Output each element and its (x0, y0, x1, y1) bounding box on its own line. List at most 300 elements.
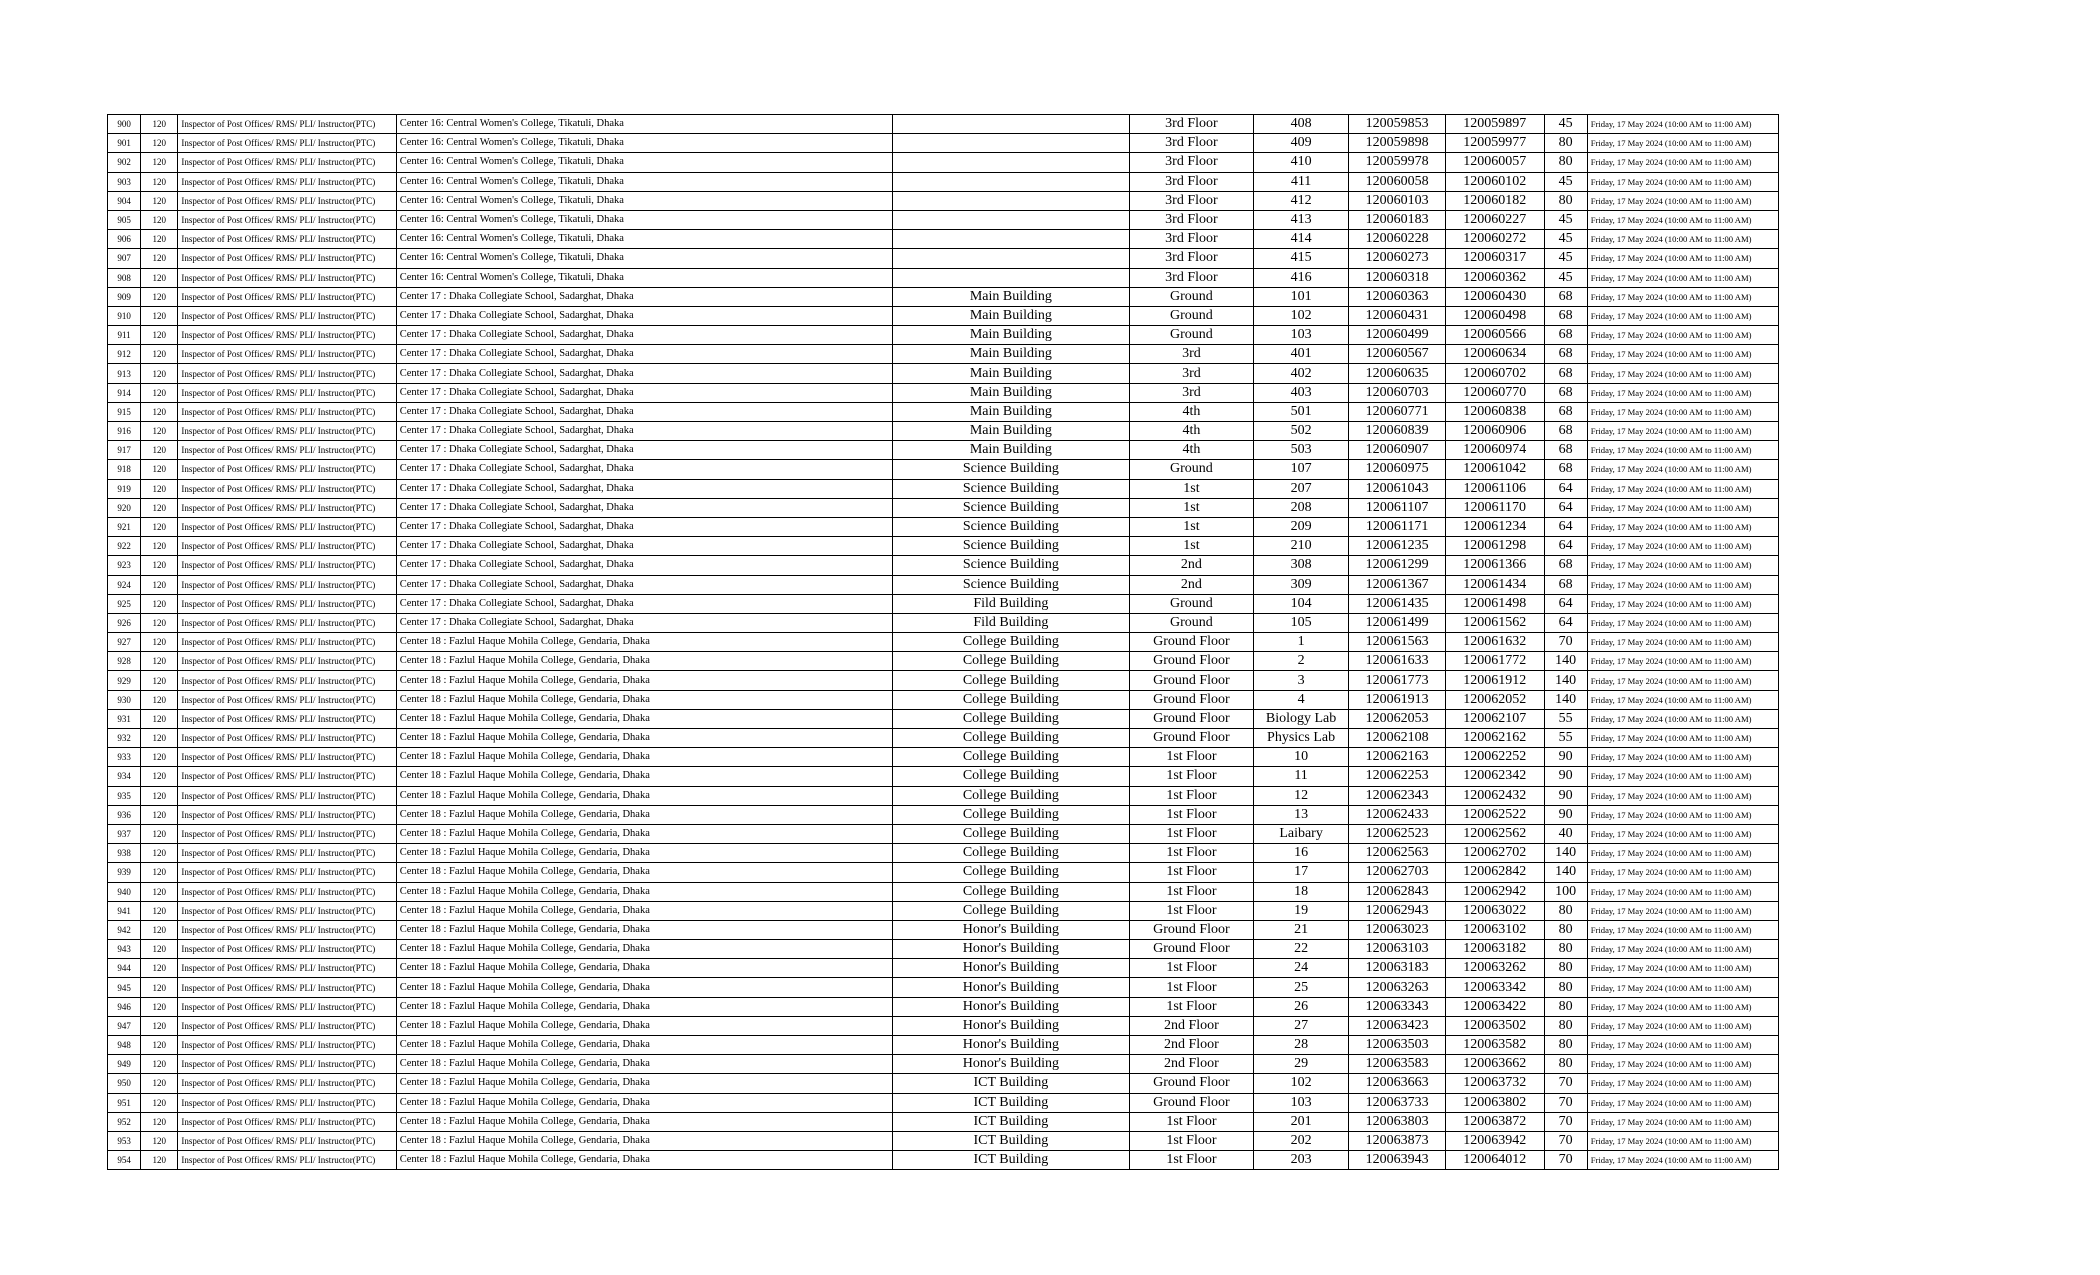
post-name-cell: Inspector of Post Offices/ RMS/ PLI/ Instructor(PTC) (178, 824, 396, 843)
room-cell: 101 (1253, 287, 1349, 306)
total-cell: 68 (1544, 306, 1587, 325)
roll-from-cell: 120060567 (1349, 345, 1446, 364)
exam-datetime-cell: Friday, 17 May 2024 (10:00 AM to 11:00 AM) (1587, 249, 1778, 268)
total-cell: 45 (1544, 230, 1587, 249)
building-cell: College Building (892, 824, 1129, 843)
table-row (108, 134, 1779, 153)
floor-cell: 3rd Floor (1130, 210, 1254, 229)
roll-to-cell: 120062562 (1445, 824, 1544, 843)
exam-datetime-cell: Friday, 17 May 2024 (10:00 AM to 11:00 AM) (1587, 882, 1778, 901)
exam-datetime-cell: Friday, 17 May 2024 (10:00 AM to 11:00 AM) (1587, 517, 1778, 536)
post-name-cell: Inspector of Post Offices/ RMS/ PLI/ Instructor(PTC) (178, 537, 396, 556)
room-cell: 105 (1253, 613, 1349, 632)
table-row (108, 230, 1779, 249)
roll-to-cell: 120061170 (1445, 498, 1544, 517)
building-cell: ICT Building (892, 1151, 1129, 1170)
exam-center-cell: Center 18 : Fazlul Haque Mohila College, Gendaria, Dhaka (396, 882, 892, 901)
floor-cell: 3rd Floor (1130, 134, 1254, 153)
roll-from-cell: 120060771 (1349, 402, 1446, 421)
total-cell: 64 (1544, 479, 1587, 498)
table-row (108, 191, 1779, 210)
post-name-cell: Inspector of Post Offices/ RMS/ PLI/ Instructor(PTC) (178, 115, 396, 134)
building-cell: College Building (892, 786, 1129, 805)
floor-cell: 3rd Floor (1130, 172, 1254, 191)
building-cell: College Building (892, 671, 1129, 690)
exam-datetime-cell: Friday, 17 May 2024 (10:00 AM to 11:00 AM) (1587, 652, 1778, 671)
post-name-cell: Inspector of Post Offices/ RMS/ PLI/ Instructor(PTC) (178, 863, 396, 882)
total-cell: 45 (1544, 268, 1587, 287)
total-cell: 68 (1544, 364, 1587, 383)
seat-plan-table (107, 114, 1779, 1170)
table-row (108, 1093, 1779, 1112)
room-cell: 18 (1253, 882, 1349, 901)
roll-to-cell: 120061498 (1445, 594, 1544, 613)
post-code-cell: 120 (141, 210, 178, 229)
serial-cell: 922 (108, 537, 141, 556)
post-code-cell: 120 (141, 1112, 178, 1131)
exam-center-cell: Center 16: Central Women's College, Tikatuli, Dhaka (396, 191, 892, 210)
room-cell: 28 (1253, 1036, 1349, 1055)
serial-cell: 914 (108, 383, 141, 402)
table-row (108, 345, 1779, 364)
room-cell: 29 (1253, 1055, 1349, 1074)
table-row (108, 863, 1779, 882)
total-cell: 80 (1544, 1055, 1587, 1074)
post-code-cell: 120 (141, 268, 178, 287)
floor-cell: Ground Floor (1130, 920, 1254, 939)
roll-from-cell: 120060318 (1349, 268, 1446, 287)
roll-to-cell: 120062942 (1445, 882, 1544, 901)
post-code-cell: 120 (141, 824, 178, 843)
post-name-cell: Inspector of Post Offices/ RMS/ PLI/ Instructor(PTC) (178, 786, 396, 805)
floor-cell: 1st Floor (1130, 786, 1254, 805)
roll-from-cell: 120063103 (1349, 940, 1446, 959)
post-code-cell: 120 (141, 729, 178, 748)
table-row (108, 172, 1779, 191)
post-name-cell: Inspector of Post Offices/ RMS/ PLI/ Instructor(PTC) (178, 422, 396, 441)
table-row (108, 383, 1779, 402)
floor-cell: 1st Floor (1130, 901, 1254, 920)
floor-cell: 4th (1130, 402, 1254, 421)
room-cell: 207 (1253, 479, 1349, 498)
post-code-cell: 120 (141, 690, 178, 709)
exam-datetime-cell: Friday, 17 May 2024 (10:00 AM to 11:00 AM) (1587, 805, 1778, 824)
room-cell: 2 (1253, 652, 1349, 671)
room-cell: 24 (1253, 959, 1349, 978)
roll-from-cell: 120059978 (1349, 153, 1446, 172)
exam-center-cell: Center 18 : Fazlul Haque Mohila College, Gendaria, Dhaka (396, 978, 892, 997)
roll-to-cell: 120063582 (1445, 1036, 1544, 1055)
floor-cell: 1st Floor (1130, 824, 1254, 843)
floor-cell: 3rd Floor (1130, 230, 1254, 249)
building-cell: College Building (892, 767, 1129, 786)
roll-from-cell: 120062433 (1349, 805, 1446, 824)
total-cell: 45 (1544, 172, 1587, 191)
room-cell: 4 (1253, 690, 1349, 709)
floor-cell: Ground (1130, 460, 1254, 479)
exam-datetime-cell: Friday, 17 May 2024 (10:00 AM to 11:00 AM) (1587, 671, 1778, 690)
floor-cell: 1st (1130, 537, 1254, 556)
table-row (108, 786, 1779, 805)
serial-cell: 942 (108, 920, 141, 939)
exam-center-cell: Center 18 : Fazlul Haque Mohila College, Gendaria, Dhaka (396, 690, 892, 709)
exam-datetime-cell: Friday, 17 May 2024 (10:00 AM to 11:00 AM) (1587, 633, 1778, 652)
serial-cell: 921 (108, 517, 141, 536)
roll-to-cell: 120062107 (1445, 709, 1544, 728)
room-cell: 203 (1253, 1151, 1349, 1170)
exam-datetime-cell: Friday, 17 May 2024 (10:00 AM to 11:00 AM) (1587, 1151, 1778, 1170)
post-name-cell: Inspector of Post Offices/ RMS/ PLI/ Instructor(PTC) (178, 479, 396, 498)
post-name-cell: Inspector of Post Offices/ RMS/ PLI/ Instructor(PTC) (178, 306, 396, 325)
total-cell: 68 (1544, 422, 1587, 441)
table-row (108, 1131, 1779, 1150)
post-code-cell: 120 (141, 748, 178, 767)
roll-to-cell: 120063662 (1445, 1055, 1544, 1074)
exam-datetime-cell: Friday, 17 May 2024 (10:00 AM to 11:00 AM) (1587, 748, 1778, 767)
building-cell: ICT Building (892, 1093, 1129, 1112)
exam-datetime-cell: Friday, 17 May 2024 (10:00 AM to 11:00 AM) (1587, 997, 1778, 1016)
total-cell: 80 (1544, 959, 1587, 978)
post-code-cell: 120 (141, 402, 178, 421)
roll-from-cell: 120059853 (1349, 115, 1446, 134)
serial-cell: 928 (108, 652, 141, 671)
building-cell: Fild Building (892, 594, 1129, 613)
room-cell: 415 (1253, 249, 1349, 268)
floor-cell: 3rd Floor (1130, 249, 1254, 268)
exam-center-cell: Center 17 : Dhaka Collegiate School, Sadarghat, Dhaka (396, 326, 892, 345)
post-code-cell: 120 (141, 1151, 178, 1170)
post-code-cell: 120 (141, 556, 178, 575)
post-code-cell: 120 (141, 230, 178, 249)
exam-datetime-cell: Friday, 17 May 2024 (10:00 AM to 11:00 AM) (1587, 498, 1778, 517)
floor-cell: 1st (1130, 479, 1254, 498)
total-cell: 45 (1544, 249, 1587, 268)
total-cell: 40 (1544, 824, 1587, 843)
roll-from-cell: 120063943 (1349, 1151, 1446, 1170)
post-code-cell: 120 (141, 671, 178, 690)
exam-datetime-cell: Friday, 17 May 2024 (10:00 AM to 11:00 AM) (1587, 959, 1778, 978)
building-cell: Science Building (892, 537, 1129, 556)
floor-cell: 3rd Floor (1130, 268, 1254, 287)
exam-center-cell: Center 18 : Fazlul Haque Mohila College, Gendaria, Dhaka (396, 633, 892, 652)
exam-center-cell: Center 16: Central Women's College, Tikatuli, Dhaka (396, 153, 892, 172)
post-name-cell: Inspector of Post Offices/ RMS/ PLI/ Instructor(PTC) (178, 1016, 396, 1035)
roll-to-cell: 120060430 (1445, 287, 1544, 306)
roll-from-cell: 120060839 (1349, 422, 1446, 441)
post-name-cell: Inspector of Post Offices/ RMS/ PLI/ Instructor(PTC) (178, 1131, 396, 1150)
table-row (108, 364, 1779, 383)
room-cell: 26 (1253, 997, 1349, 1016)
serial-cell: 949 (108, 1055, 141, 1074)
post-name-cell: Inspector of Post Offices/ RMS/ PLI/ Instructor(PTC) (178, 326, 396, 345)
roll-to-cell: 120060227 (1445, 210, 1544, 229)
room-cell: 209 (1253, 517, 1349, 536)
floor-cell: 3rd Floor (1130, 153, 1254, 172)
exam-datetime-cell: Friday, 17 May 2024 (10:00 AM to 11:00 AM) (1587, 287, 1778, 306)
table-row (108, 959, 1779, 978)
building-cell (892, 134, 1129, 153)
exam-center-cell: Center 18 : Fazlul Haque Mohila College, Gendaria, Dhaka (396, 671, 892, 690)
total-cell: 140 (1544, 844, 1587, 863)
roll-to-cell: 120061042 (1445, 460, 1544, 479)
table-row (108, 690, 1779, 709)
total-cell: 80 (1544, 901, 1587, 920)
post-name-cell: Inspector of Post Offices/ RMS/ PLI/ Instructor(PTC) (178, 230, 396, 249)
roll-to-cell: 120063022 (1445, 901, 1544, 920)
roll-to-cell: 120062252 (1445, 748, 1544, 767)
room-cell: Biology Lab (1253, 709, 1349, 728)
roll-from-cell: 120060228 (1349, 230, 1446, 249)
post-name-cell: Inspector of Post Offices/ RMS/ PLI/ Instructor(PTC) (178, 441, 396, 460)
total-cell: 64 (1544, 517, 1587, 536)
room-cell: 503 (1253, 441, 1349, 460)
room-cell: 17 (1253, 863, 1349, 882)
exam-center-cell: Center 18 : Fazlul Haque Mohila College, Gendaria, Dhaka (396, 997, 892, 1016)
building-cell (892, 230, 1129, 249)
exam-datetime-cell: Friday, 17 May 2024 (10:00 AM to 11:00 AM) (1587, 575, 1778, 594)
serial-cell: 932 (108, 729, 141, 748)
table-row (108, 671, 1779, 690)
roll-to-cell: 120060102 (1445, 172, 1544, 191)
total-cell: 70 (1544, 1131, 1587, 1150)
roll-to-cell: 120060362 (1445, 268, 1544, 287)
building-cell: Fild Building (892, 613, 1129, 632)
floor-cell: 1st Floor (1130, 805, 1254, 824)
roll-from-cell: 120060703 (1349, 383, 1446, 402)
table-row (108, 1151, 1779, 1170)
roll-to-cell: 120063502 (1445, 1016, 1544, 1035)
post-code-cell: 120 (141, 249, 178, 268)
exam-center-cell: Center 17 : Dhaka Collegiate School, Sadarghat, Dhaka (396, 479, 892, 498)
exam-datetime-cell: Friday, 17 May 2024 (10:00 AM to 11:00 AM) (1587, 863, 1778, 882)
room-cell: 107 (1253, 460, 1349, 479)
post-code-cell: 120 (141, 306, 178, 325)
room-cell: 11 (1253, 767, 1349, 786)
roll-to-cell: 120062342 (1445, 767, 1544, 786)
exam-datetime-cell: Friday, 17 May 2024 (10:00 AM to 11:00 AM) (1587, 326, 1778, 345)
roll-from-cell: 120061235 (1349, 537, 1446, 556)
building-cell: College Building (892, 633, 1129, 652)
floor-cell: 1st Floor (1130, 978, 1254, 997)
building-cell: Main Building (892, 402, 1129, 421)
post-name-cell: Inspector of Post Offices/ RMS/ PLI/ Instructor(PTC) (178, 1074, 396, 1093)
building-cell: College Building (892, 690, 1129, 709)
post-code-cell: 120 (141, 115, 178, 134)
table-row (108, 824, 1779, 843)
serial-cell: 908 (108, 268, 141, 287)
exam-center-cell: Center 18 : Fazlul Haque Mohila College, Gendaria, Dhaka (396, 1131, 892, 1150)
serial-cell: 926 (108, 613, 141, 632)
exam-center-cell: Center 17 : Dhaka Collegiate School, Sadarghat, Dhaka (396, 422, 892, 441)
post-name-cell: Inspector of Post Offices/ RMS/ PLI/ Instructor(PTC) (178, 844, 396, 863)
roll-to-cell: 120064012 (1445, 1151, 1544, 1170)
exam-datetime-cell: Friday, 17 May 2024 (10:00 AM to 11:00 AM) (1587, 1055, 1778, 1074)
post-code-cell: 120 (141, 364, 178, 383)
exam-datetime-cell: Friday, 17 May 2024 (10:00 AM to 11:00 AM) (1587, 460, 1778, 479)
post-code-cell: 120 (141, 460, 178, 479)
post-name-cell: Inspector of Post Offices/ RMS/ PLI/ Instructor(PTC) (178, 1055, 396, 1074)
building-cell: College Building (892, 863, 1129, 882)
exam-datetime-cell: Friday, 17 May 2024 (10:00 AM to 11:00 AM) (1587, 345, 1778, 364)
roll-from-cell: 120060975 (1349, 460, 1446, 479)
total-cell: 80 (1544, 134, 1587, 153)
room-cell: 104 (1253, 594, 1349, 613)
room-cell: 401 (1253, 345, 1349, 364)
post-code-cell: 120 (141, 134, 178, 153)
post-name-cell: Inspector of Post Offices/ RMS/ PLI/ Instructor(PTC) (178, 287, 396, 306)
post-code-cell: 120 (141, 479, 178, 498)
post-name-cell: Inspector of Post Offices/ RMS/ PLI/ Instructor(PTC) (178, 268, 396, 287)
serial-cell: 953 (108, 1131, 141, 1150)
floor-cell: 1st Floor (1130, 748, 1254, 767)
roll-to-cell: 120061434 (1445, 575, 1544, 594)
room-cell: 414 (1253, 230, 1349, 249)
serial-cell: 901 (108, 134, 141, 153)
exam-center-cell: Center 18 : Fazlul Haque Mohila College, Gendaria, Dhaka (396, 729, 892, 748)
floor-cell: Ground Floor (1130, 729, 1254, 748)
total-cell: 68 (1544, 575, 1587, 594)
total-cell: 80 (1544, 920, 1587, 939)
post-code-cell: 120 (141, 652, 178, 671)
serial-cell: 935 (108, 786, 141, 805)
exam-datetime-cell: Friday, 17 May 2024 (10:00 AM to 11:00 AM) (1587, 441, 1778, 460)
room-cell: 103 (1253, 1093, 1349, 1112)
exam-datetime-cell: Friday, 17 May 2024 (10:00 AM to 11:00 AM) (1587, 383, 1778, 402)
serial-cell: 903 (108, 172, 141, 191)
serial-cell: 916 (108, 422, 141, 441)
exam-center-cell: Center 18 : Fazlul Haque Mohila College, Gendaria, Dhaka (396, 901, 892, 920)
seat-plan-rows (108, 115, 1779, 1170)
exam-datetime-cell: Friday, 17 May 2024 (10:00 AM to 11:00 AM) (1587, 1016, 1778, 1035)
post-code-cell: 120 (141, 537, 178, 556)
post-code-cell: 120 (141, 1131, 178, 1150)
exam-center-cell: Center 18 : Fazlul Haque Mohila College, Gendaria, Dhaka (396, 940, 892, 959)
building-cell: Honor's Building (892, 1016, 1129, 1035)
table-row (108, 115, 1779, 134)
total-cell: 68 (1544, 345, 1587, 364)
post-code-cell: 120 (141, 575, 178, 594)
roll-from-cell: 120063183 (1349, 959, 1446, 978)
roll-to-cell: 120061106 (1445, 479, 1544, 498)
total-cell: 55 (1544, 729, 1587, 748)
exam-center-cell: Center 18 : Fazlul Haque Mohila College, Gendaria, Dhaka (396, 652, 892, 671)
roll-to-cell: 120063422 (1445, 997, 1544, 1016)
exam-center-cell: Center 17 : Dhaka Collegiate School, Sadarghat, Dhaka (396, 498, 892, 517)
roll-from-cell: 120062343 (1349, 786, 1446, 805)
roll-from-cell: 120063663 (1349, 1074, 1446, 1093)
exam-center-cell: Center 17 : Dhaka Collegiate School, Sadarghat, Dhaka (396, 306, 892, 325)
roll-to-cell: 120059977 (1445, 134, 1544, 153)
roll-to-cell: 120062702 (1445, 844, 1544, 863)
floor-cell: 3rd Floor (1130, 191, 1254, 210)
table-row (108, 1112, 1779, 1131)
exam-datetime-cell: Friday, 17 May 2024 (10:00 AM to 11:00 AM) (1587, 153, 1778, 172)
floor-cell: 2nd Floor (1130, 1055, 1254, 1074)
table-row (108, 210, 1779, 229)
table-row (108, 153, 1779, 172)
room-cell: 416 (1253, 268, 1349, 287)
exam-datetime-cell: Friday, 17 May 2024 (10:00 AM to 11:00 AM) (1587, 1093, 1778, 1112)
total-cell: 90 (1544, 805, 1587, 824)
post-code-cell: 120 (141, 1074, 178, 1093)
post-code-cell: 120 (141, 594, 178, 613)
room-cell: 102 (1253, 1074, 1349, 1093)
post-code-cell: 120 (141, 786, 178, 805)
post-code-cell: 120 (141, 153, 178, 172)
exam-center-cell: Center 18 : Fazlul Haque Mohila College, Gendaria, Dhaka (396, 920, 892, 939)
exam-center-cell: Center 17 : Dhaka Collegiate School, Sadarghat, Dhaka (396, 345, 892, 364)
floor-cell: Ground (1130, 613, 1254, 632)
floor-cell: 1st Floor (1130, 1112, 1254, 1131)
building-cell: Main Building (892, 364, 1129, 383)
exam-datetime-cell: Friday, 17 May 2024 (10:00 AM to 11:00 AM) (1587, 940, 1778, 959)
total-cell: 80 (1544, 153, 1587, 172)
serial-cell: 910 (108, 306, 141, 325)
post-code-cell: 120 (141, 383, 178, 402)
post-name-cell: Inspector of Post Offices/ RMS/ PLI/ Instructor(PTC) (178, 920, 396, 939)
post-code-cell: 120 (141, 901, 178, 920)
roll-to-cell: 120060566 (1445, 326, 1544, 345)
exam-datetime-cell: Friday, 17 May 2024 (10:00 AM to 11:00 AM) (1587, 479, 1778, 498)
serial-cell: 902 (108, 153, 141, 172)
post-name-cell: Inspector of Post Offices/ RMS/ PLI/ Instructor(PTC) (178, 191, 396, 210)
floor-cell: 1st Floor (1130, 959, 1254, 978)
roll-to-cell: 120063732 (1445, 1074, 1544, 1093)
roll-from-cell: 120062703 (1349, 863, 1446, 882)
table-row (108, 767, 1779, 786)
post-name-cell: Inspector of Post Offices/ RMS/ PLI/ Instructor(PTC) (178, 613, 396, 632)
exam-center-cell: Center 17 : Dhaka Collegiate School, Sadarghat, Dhaka (396, 287, 892, 306)
roll-from-cell: 120062108 (1349, 729, 1446, 748)
exam-center-cell: Center 16: Central Women's College, Tikatuli, Dhaka (396, 172, 892, 191)
building-cell: Main Building (892, 306, 1129, 325)
exam-center-cell: Center 16: Central Women's College, Tikatuli, Dhaka (396, 249, 892, 268)
exam-center-cell: Center 16: Central Women's College, Tikatuli, Dhaka (396, 268, 892, 287)
building-cell: Main Building (892, 287, 1129, 306)
building-cell (892, 191, 1129, 210)
total-cell: 80 (1544, 978, 1587, 997)
exam-datetime-cell: Friday, 17 May 2024 (10:00 AM to 11:00 AM) (1587, 844, 1778, 863)
building-cell: College Building (892, 805, 1129, 824)
serial-cell: 950 (108, 1074, 141, 1093)
exam-center-cell: Center 18 : Fazlul Haque Mohila College, Gendaria, Dhaka (396, 748, 892, 767)
roll-from-cell: 120061435 (1349, 594, 1446, 613)
roll-to-cell: 120060974 (1445, 441, 1544, 460)
post-name-cell: Inspector of Post Offices/ RMS/ PLI/ Instructor(PTC) (178, 767, 396, 786)
roll-from-cell: 120062523 (1349, 824, 1446, 843)
roll-from-cell: 120060431 (1349, 306, 1446, 325)
post-name-cell: Inspector of Post Offices/ RMS/ PLI/ Instructor(PTC) (178, 249, 396, 268)
floor-cell: Ground (1130, 594, 1254, 613)
post-name-cell: Inspector of Post Offices/ RMS/ PLI/ Instructor(PTC) (178, 690, 396, 709)
floor-cell: 2nd Floor (1130, 1036, 1254, 1055)
roll-from-cell: 120061499 (1349, 613, 1446, 632)
exam-datetime-cell: Friday, 17 May 2024 (10:00 AM to 11:00 AM) (1587, 306, 1778, 325)
roll-to-cell: 120062522 (1445, 805, 1544, 824)
building-cell: College Building (892, 652, 1129, 671)
floor-cell: Ground Floor (1130, 1074, 1254, 1093)
roll-from-cell: 120060907 (1349, 441, 1446, 460)
serial-cell: 905 (108, 210, 141, 229)
floor-cell: Ground Floor (1130, 1093, 1254, 1112)
roll-from-cell: 120062053 (1349, 709, 1446, 728)
exam-center-cell: Center 18 : Fazlul Haque Mohila College, Gendaria, Dhaka (396, 709, 892, 728)
total-cell: 90 (1544, 767, 1587, 786)
building-cell: Main Building (892, 326, 1129, 345)
building-cell: ICT Building (892, 1074, 1129, 1093)
serial-cell: 929 (108, 671, 141, 690)
post-name-cell: Inspector of Post Offices/ RMS/ PLI/ Instructor(PTC) (178, 978, 396, 997)
